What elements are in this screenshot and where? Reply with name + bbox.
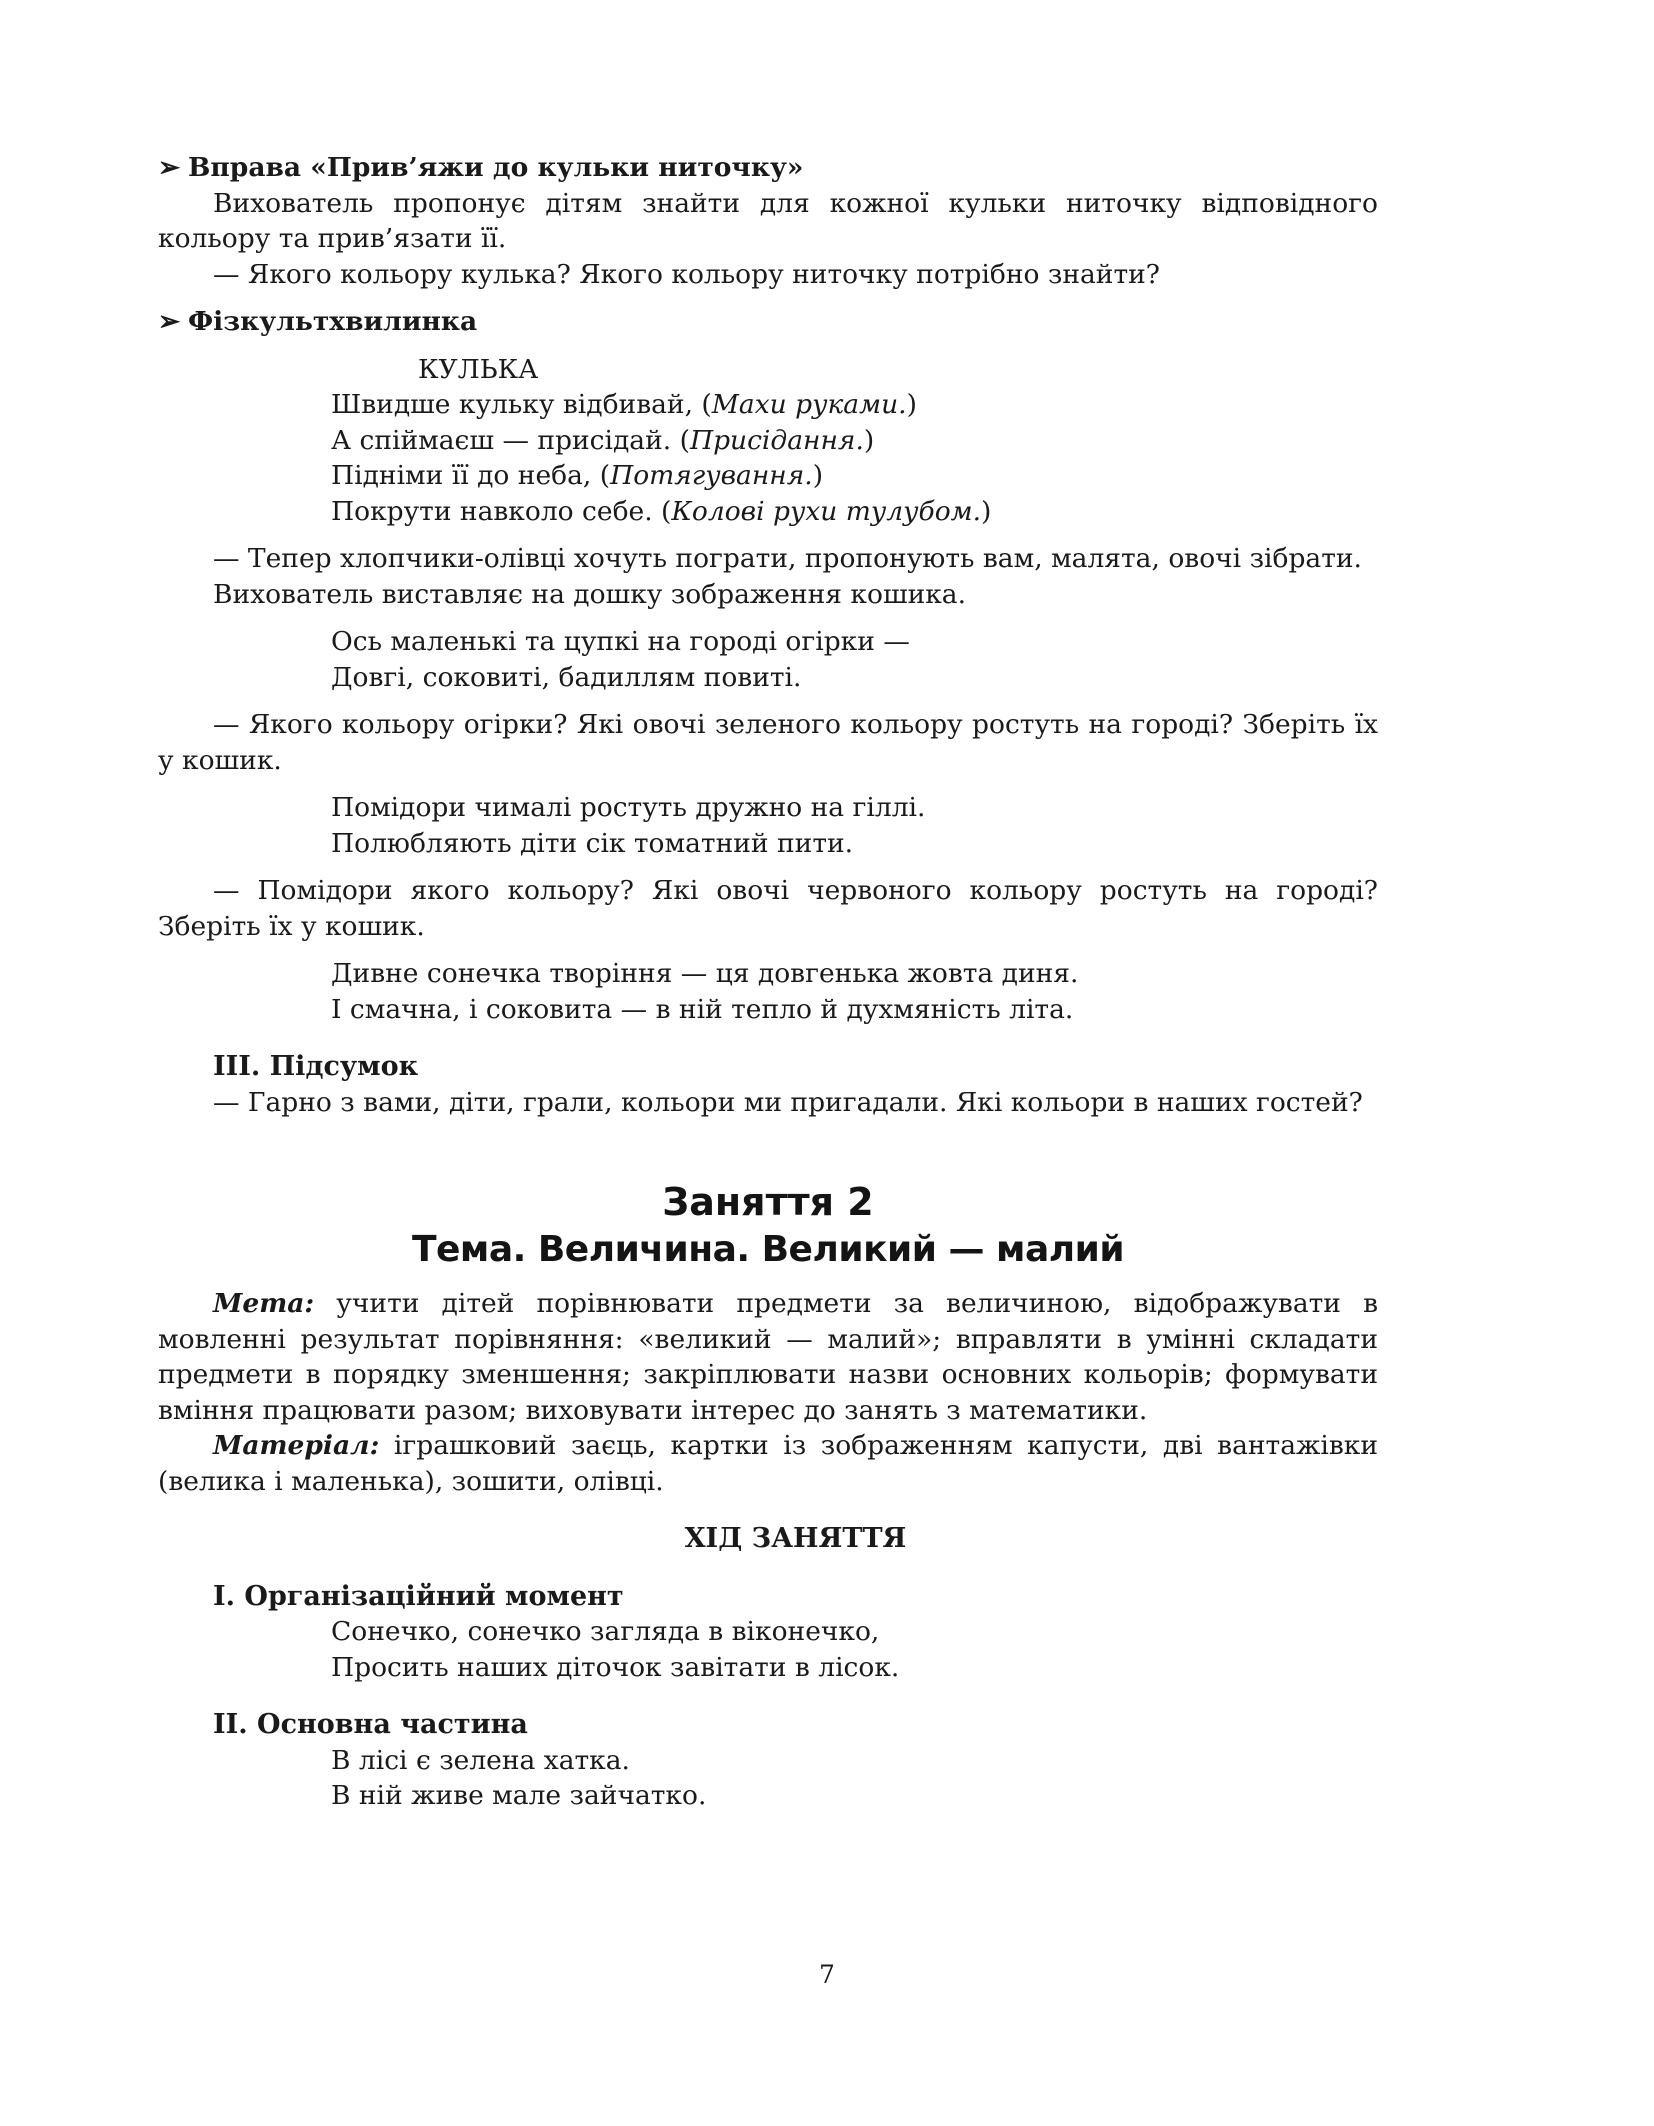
verse-line: Просить наших діточок завітати в лісок.	[331, 1651, 900, 1683]
paragraph: — Якого кольору огірки? Які овочі зеленого кольору ростуть на городі? Зберіть їх у кошик.	[158, 709, 1378, 776]
verse	[158, 790, 1378, 861]
section-title: ІІІ. Підсумок	[213, 1051, 419, 1082]
material-paragraph: Матеріал: іграшковий заєць, картки із зображенням капусти, дві вантажівки (велика і маленька), зошити, олівці.	[158, 1430, 1378, 1497]
verse-line: Ось маленькі та цупкі на городі огірки —	[331, 626, 910, 657]
section-title: І. Організаційний момент	[213, 1580, 624, 1612]
exercise-heading	[158, 304, 1378, 340]
course-title: ХІД ЗАНЯТТЯ	[684, 1523, 907, 1554]
page-number: 7	[819, 1960, 835, 1989]
verse	[158, 956, 1378, 1027]
verse-line: Сонечко, сонечко загляда в віконечко,	[331, 1616, 880, 1647]
verse-line: І смачна, і соковита — в ній тепло й духмяність літа.	[331, 993, 1074, 1025]
verse-line: В лісі є зелена хатка.	[331, 1744, 630, 1776]
poem-line: Покрути навколо себе. (Колові рухи тулубом.)	[331, 495, 992, 527]
exercise-heading	[158, 150, 1378, 186]
verse-line: В ній живе мале зайчатко.	[331, 1780, 707, 1811]
paragraph: — Помідори якого кольору? Які овочі червоного кольору ростуть на городі? Зберіть їх у кошик.	[158, 875, 1378, 942]
verse-line: Полюбляють діти сік томатний пити.	[331, 827, 854, 859]
page-content	[158, 150, 1378, 1814]
poem-title: КУЛЬКА	[418, 353, 539, 385]
paragraph: — Гарно з вами, діти, грали, кольори ми пригадали. Які кольори в наших гостей?	[213, 1086, 1363, 1118]
verse	[158, 624, 1378, 695]
exercise-title: Фізкультхвилинка	[188, 306, 478, 337]
poem-line: Швидше кульку відбивай, (Махи руками.)	[331, 389, 917, 420]
lesson-topic: Тема. Величина. Великий — малий	[411, 1229, 1125, 1270]
paragraph: — Якого кольору кулька? Якого кольору ниточку потрібно знайти?	[213, 258, 1160, 290]
verse	[158, 1743, 1378, 1814]
arrow-bullet-icon: ➢	[158, 306, 181, 337]
verse-line: Довгі, соковиті, бадиллям повиті.	[331, 661, 802, 693]
lesson-heading: Заняття 2	[662, 1180, 874, 1224]
goal-paragraph: Мета: учити дітей порівнювати предмети за величиною, відображувати в мовленні результат порівняння: «великий — малий»; вправляти в умінні складати предмети в порядку зменшення; закріплювати назви основних кольорів; формувати вміння працювати разом; виховувати інтерес до занять з математики.	[158, 1288, 1378, 1426]
paragraph: Вихователь пропонує дітям знайти для кожної кульки ниточку відповідного кольору та прив’язати її.	[158, 187, 1378, 254]
verse-line: Помідори чималі ростуть дружно на гіллі.	[331, 792, 926, 823]
paragraph: Вихователь виставляє на дошку зображення кошика.	[213, 578, 967, 610]
exercise-title: Вправа «Прив’яжи до кульки ниточку»	[188, 152, 804, 183]
poem	[158, 387, 1378, 529]
arrow-bullet-icon: ➢	[158, 152, 181, 183]
paragraph: — Тепер хлопчики-олівці хочуть пограти, пропонують вам, малята, овочі зібрати.	[213, 543, 1362, 574]
verse-line: Дивне сонечка творіння — ця довгенька жовта диня.	[331, 958, 1079, 989]
poem-line: А спіймаєш — присідай. (Присідання.)	[331, 424, 875, 456]
poem-line: Підніми її до неба, (Потягування.)	[331, 460, 824, 491]
section-title: ІІ. Основна частина	[213, 1709, 528, 1740]
verse	[158, 1614, 1378, 1685]
